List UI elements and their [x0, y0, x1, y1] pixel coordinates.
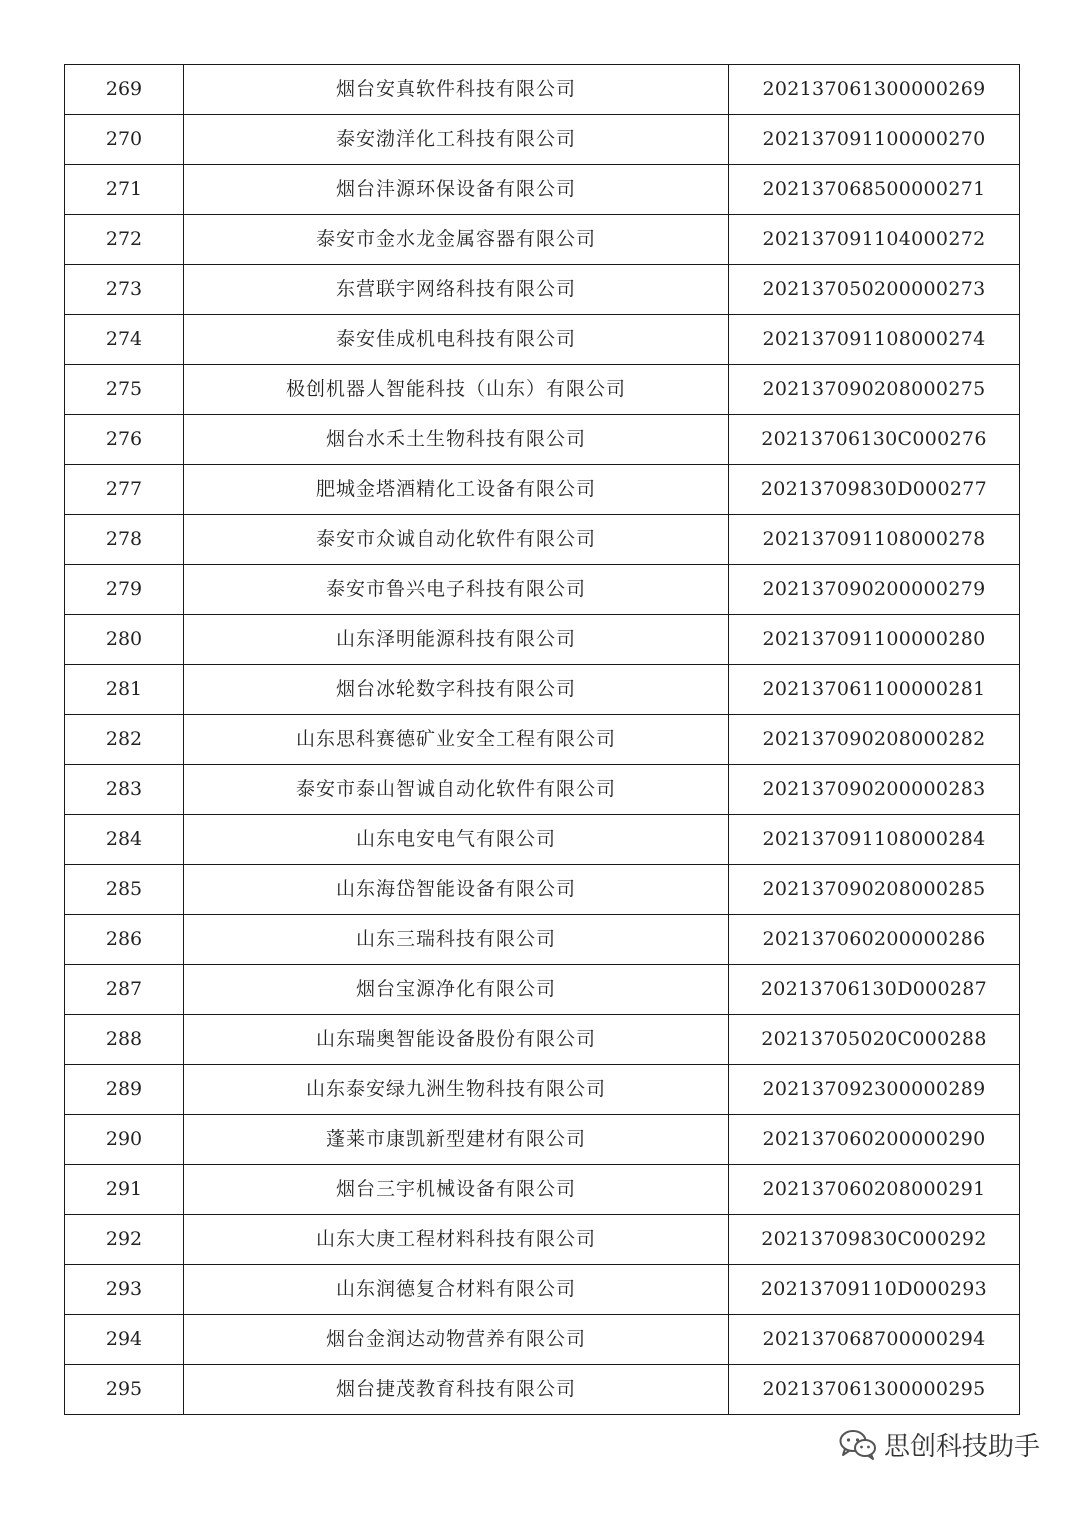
- table-row: [65, 315, 1020, 365]
- table-row: [65, 1265, 1020, 1315]
- registration-code: 202137091100000270: [729, 115, 1020, 165]
- table-row: [65, 515, 1020, 565]
- table-row: [65, 615, 1020, 665]
- table-row: [65, 965, 1020, 1015]
- row-number: 276: [65, 415, 184, 465]
- company-name: 烟台冰轮数字科技有限公司: [184, 665, 729, 715]
- registration-code: 202137068500000271: [729, 165, 1020, 215]
- registration-code: 20213709830C000292: [729, 1215, 1020, 1265]
- table-row: [65, 415, 1020, 465]
- company-name: 泰安市众诚自动化软件有限公司: [184, 515, 729, 565]
- registration-code: 202137091108000274: [729, 315, 1020, 365]
- registration-code: 202137090208000282: [729, 715, 1020, 765]
- company-name: 泰安市泰山智诚自动化软件有限公司: [184, 765, 729, 815]
- table-row: [65, 1115, 1020, 1165]
- company-name: 泰安市金水龙金属容器有限公司: [184, 215, 729, 265]
- company-name: 泰安渤洋化工科技有限公司: [184, 115, 729, 165]
- company-name: 泰安佳成机电科技有限公司: [184, 315, 729, 365]
- wechat-icon: [838, 1428, 878, 1462]
- row-number: 284: [65, 815, 184, 865]
- table-row: [65, 715, 1020, 765]
- company-name: 肥城金塔酒精化工设备有限公司: [184, 465, 729, 515]
- row-number: 275: [65, 365, 184, 415]
- company-name: 烟台安真软件科技有限公司: [184, 65, 729, 115]
- registration-code: 202137061300000295: [729, 1365, 1020, 1415]
- registration-code: 202137090208000275: [729, 365, 1020, 415]
- company-table-body: [65, 65, 1020, 1415]
- row-number: 270: [65, 115, 184, 165]
- registration-code: 202137061100000281: [729, 665, 1020, 715]
- registration-code: 202137060200000290: [729, 1115, 1020, 1165]
- company-name: 东营联宇网络科技有限公司: [184, 265, 729, 315]
- registration-code: 202137060208000291: [729, 1165, 1020, 1215]
- table-row: [65, 1165, 1020, 1215]
- table-row: [65, 115, 1020, 165]
- table-row: [65, 265, 1020, 315]
- row-number: 271: [65, 165, 184, 215]
- company-name: 山东润德复合材料有限公司: [184, 1265, 729, 1315]
- table-row: [65, 165, 1020, 215]
- table-row: [65, 65, 1020, 115]
- row-number: 294: [65, 1315, 184, 1365]
- row-number: 279: [65, 565, 184, 615]
- registration-code: 202137091108000278: [729, 515, 1020, 565]
- row-number: 295: [65, 1365, 184, 1415]
- company-name: 烟台宝源净化有限公司: [184, 965, 729, 1015]
- registration-code: 20213706130D000287: [729, 965, 1020, 1015]
- registration-code: 202137090200000283: [729, 765, 1020, 815]
- row-number: 278: [65, 515, 184, 565]
- row-number: 283: [65, 765, 184, 815]
- company-name: 山东思科赛德矿业安全工程有限公司: [184, 715, 729, 765]
- row-number: 290: [65, 1115, 184, 1165]
- registration-code: 202137090200000279: [729, 565, 1020, 615]
- row-number: 277: [65, 465, 184, 515]
- row-number: 280: [65, 615, 184, 665]
- company-name: 烟台三宇机械设备有限公司: [184, 1165, 729, 1215]
- table-row: [65, 1365, 1020, 1415]
- watermark-text: 思创科技助手: [884, 1432, 1041, 1462]
- table-row: [65, 215, 1020, 265]
- table-row: [65, 465, 1020, 515]
- table-row: [65, 1315, 1020, 1365]
- registration-code: 202137092300000289: [729, 1065, 1020, 1115]
- company-name: 山东海岱智能设备有限公司: [184, 865, 729, 915]
- row-number: 282: [65, 715, 184, 765]
- company-name: 烟台捷茂教育科技有限公司: [184, 1365, 729, 1415]
- table-row: [65, 1215, 1020, 1265]
- registration-code: 202137091100000280: [729, 615, 1020, 665]
- table-row: [65, 765, 1020, 815]
- company-name: 山东泽明能源科技有限公司: [184, 615, 729, 665]
- table-row: [65, 665, 1020, 715]
- registration-code: 20213709830D000277: [729, 465, 1020, 515]
- registration-code: 202137090208000285: [729, 865, 1020, 915]
- table-row: [65, 1065, 1020, 1115]
- company-name: 烟台沣源环保设备有限公司: [184, 165, 729, 215]
- company-name: 泰安市鲁兴电子科技有限公司: [184, 565, 729, 615]
- table-row: [65, 565, 1020, 615]
- row-number: 269: [65, 65, 184, 115]
- company-name: 蓬莱市康凯新型建材有限公司: [184, 1115, 729, 1165]
- row-number: 273: [65, 265, 184, 315]
- company-name: 山东电安电气有限公司: [184, 815, 729, 865]
- row-number: 272: [65, 215, 184, 265]
- row-number: 289: [65, 1065, 184, 1115]
- company-name: 烟台金润达动物营养有限公司: [184, 1315, 729, 1365]
- row-number: 287: [65, 965, 184, 1015]
- row-number: 281: [65, 665, 184, 715]
- row-number: 288: [65, 1015, 184, 1065]
- table-row: [65, 915, 1020, 965]
- registration-code: 202137091108000284: [729, 815, 1020, 865]
- row-number: 291: [65, 1165, 184, 1215]
- registration-code: 202137068700000294: [729, 1315, 1020, 1365]
- row-number: 274: [65, 315, 184, 365]
- company-name: 烟台水禾土生物科技有限公司: [184, 415, 729, 465]
- registration-code: 20213705020C000288: [729, 1015, 1020, 1065]
- company-name: 山东三瑞科技有限公司: [184, 915, 729, 965]
- company-name: 山东大庚工程材料科技有限公司: [184, 1215, 729, 1265]
- company-name: 山东瑞奥智能设备股份有限公司: [184, 1015, 729, 1065]
- registration-code: 20213706130C000276: [729, 415, 1020, 465]
- registration-code: 20213709110D000293: [729, 1265, 1020, 1315]
- table-row: [65, 865, 1020, 915]
- row-number: 292: [65, 1215, 184, 1265]
- registration-code: 202137061300000269: [729, 65, 1020, 115]
- company-name: 极创机器人智能科技（山东）有限公司: [184, 365, 729, 415]
- registration-code: 202137060200000286: [729, 915, 1020, 965]
- table-row: [65, 815, 1020, 865]
- table-row: [65, 1015, 1020, 1065]
- watermark: [838, 1426, 1040, 1463]
- table-row: [65, 365, 1020, 415]
- company-table: [64, 64, 1020, 1415]
- row-number: 293: [65, 1265, 184, 1315]
- row-number: 286: [65, 915, 184, 965]
- registration-code: 202137050200000273: [729, 265, 1020, 315]
- registration-code: 202137091104000272: [729, 215, 1020, 265]
- company-name: 山东泰安绿九洲生物科技有限公司: [184, 1065, 729, 1115]
- row-number: 285: [65, 865, 184, 915]
